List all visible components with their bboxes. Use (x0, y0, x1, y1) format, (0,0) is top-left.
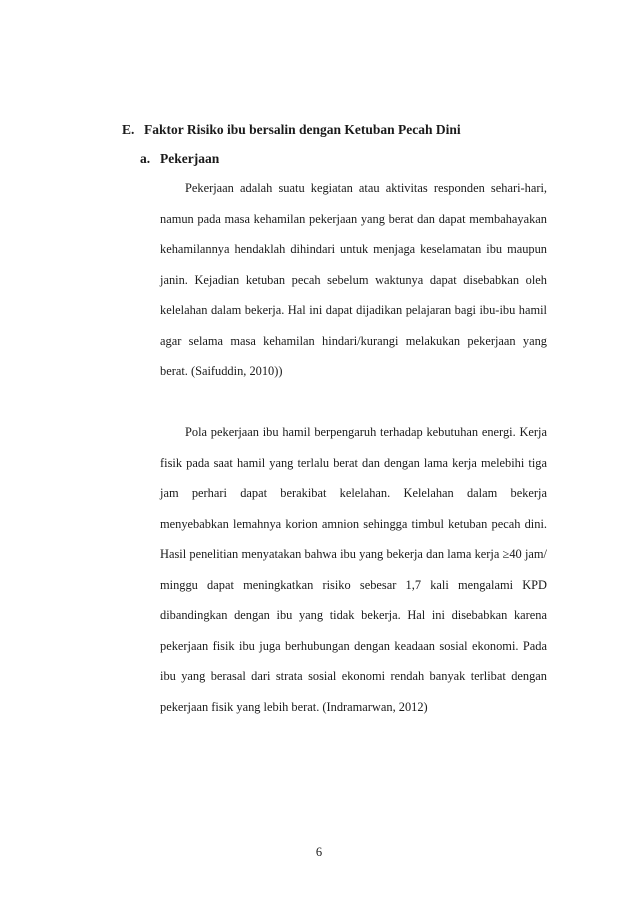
paragraph-text: Pekerjaan adalah suatu kegiatan atau aktivitas responden sehari-hari, namun pada masa kehamilan pekerjaan yang berat dan dapat membahayakan kehamilannya hendaklah dihindari untuk menjaga keselamatan ibu maupun janin. Kejadian ketuban pecah sebelum waktunya dapat disebabkan oleh kelelahan dalam bekerja. Hal ini dapat dijadikan pelajaran bagi ibu-ibu hamil agar selama masa kehamilan hindari/kurangi melakukan pekerjaan yang berat. (Saifuddin, 2010)) (160, 181, 547, 378)
section-heading (122, 122, 461, 138)
subsection-heading (140, 151, 219, 167)
subsection-title: Pekerjaan (160, 151, 220, 166)
body-paragraph (160, 173, 547, 387)
paragraph-text: Pola pekerjaan ibu hamil berpengaruh terhadap kebutuhan energi. Kerja fisik pada saat hamil yang terlalu berat dan dengan lama kerja melebihi tiga jam perhari dapat berakibat kelelahan. Kelelahan dalam bekerja menyebabkan lemahnya korion amnion sehingga timbul ketuban pecah dini. Hasil penelitian menyatakan bahwa ibu yang bekerja dan lama kerja ≥40 jam/ minggu dapat meningkatkan risiko sebesar 1,7 kali mengalami KPD dibandingkan dengan ibu yang tidak bekerja. Hal ini disebabkan karena pekerjaan fisik ibu juga berhubungan dengan keadaan sosial ekonomi. Pada ibu yang berasal dari strata sosial ekonomi rendah banyak terlibat dengan pekerjaan fisik yang lebih berat. (Indramarwan, 2012) (160, 425, 547, 714)
page-number: 6 (315, 845, 323, 859)
section-title: Faktor Risiko ibu bersalin dengan Ketuban Pecah Dini (144, 122, 461, 137)
subsection-number: a. (140, 151, 151, 166)
section-number: E. (122, 122, 135, 137)
body-paragraph (160, 417, 547, 722)
